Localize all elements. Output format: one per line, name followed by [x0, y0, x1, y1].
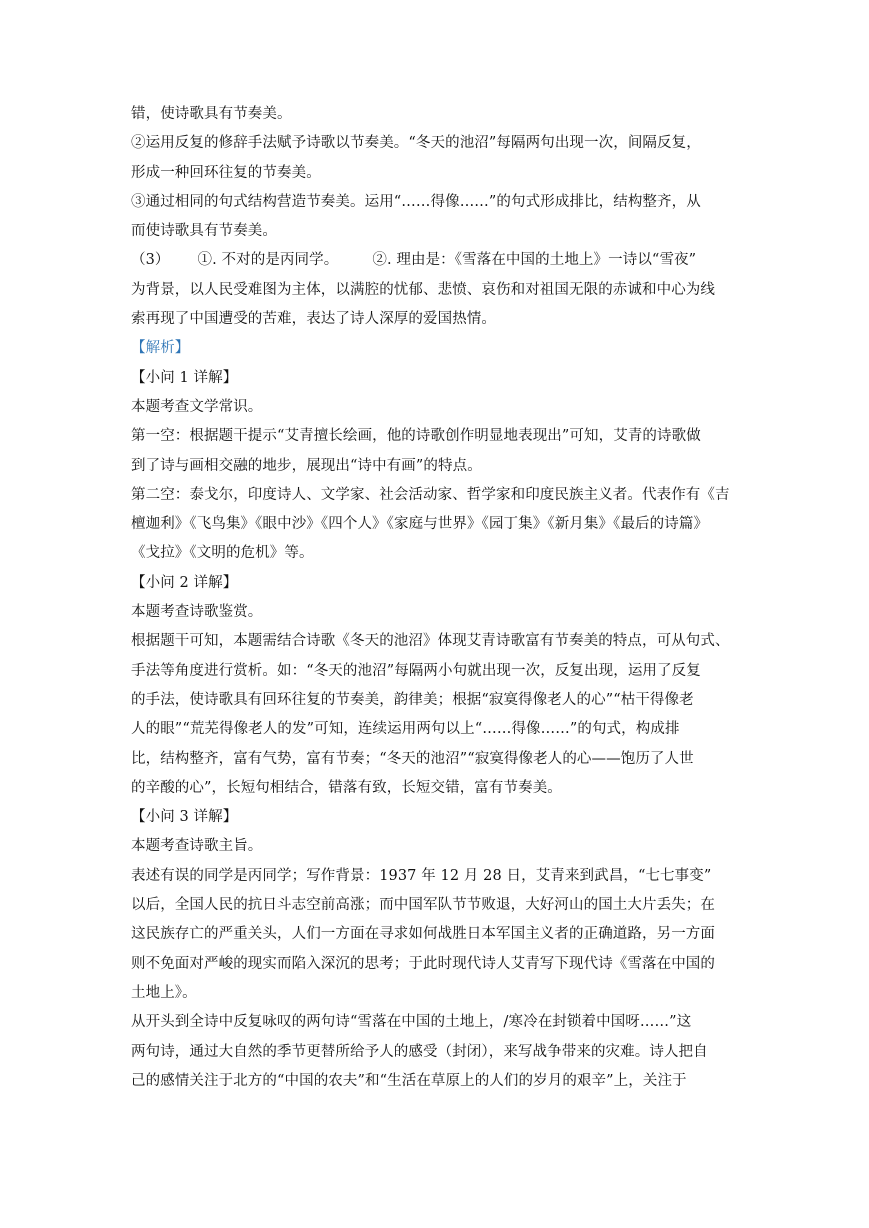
body-line: 手法等角度进行赏析。如：“冬天的池沼”每隔两小句就出现一次，反复出现，运用了反复 — [131, 662, 701, 679]
body-line: 根据题干可知，本题需结合诗歌《冬天的池沼》体现艾青诗歌富有节奏美的特点，可从句式、 — [131, 633, 730, 650]
body-line: 的手法，使诗歌具有回环往复的节奏美，韵律美；根据“寂寞得像老人的心”“枯干得像老 — [131, 691, 694, 708]
question-3-part-a: ①. 不对的是丙同学。 — [197, 252, 339, 269]
body-line: 本题考查文学常识。 — [131, 398, 263, 415]
question-3-part-b: ②. 理由是：《雪落在中国的土地上》一诗以“雪夜” — [372, 252, 697, 269]
question-3-number: （3） — [131, 252, 170, 269]
body-line: 第二空：泰戈尔，印度诗人、文学家、社会活动家、哲学家和印度民族主义者。代表作有《吉 — [131, 486, 730, 503]
body-line: 【小问 3 详解】 — [131, 809, 238, 826]
body-line: 则不免面对严峻的现实而陷入深沉的思考；于此时现代诗人艾青写下现代诗《雪落在中国的 — [131, 955, 715, 972]
answer-line: 为背景，以人民受难图为主体，以满腔的忧郁、悲愤、哀伤和对祖国无限的赤诚和中心为线 — [131, 281, 715, 298]
jiexi-heading: 【解析】 — [131, 340, 190, 357]
body-line: 土地上》。 — [131, 984, 197, 1001]
body-line: 【小问 1 详解】 — [131, 369, 238, 386]
body-line: 第一空：根据题干提示“艾青擅长绘画，他的诗歌创作明显地表现出”可知，艾青的诗歌做 — [131, 428, 701, 445]
body-line: 比，结构整齐，富有气势，富有节奏；“冬天的池沼”“寂寞得像老人的心——饱历了人世 — [131, 750, 694, 767]
document-page — [131, 100, 739, 1096]
body-line: 以后，全国人民的抗日斗志空前高涨；而中国军队节节败退，大好河山的国土大片丢失；在 — [131, 897, 715, 914]
body-line: 本题考查诗歌鉴赏。 — [131, 604, 263, 621]
body-line: 《戈拉》《文明的危机》等。 — [131, 545, 314, 562]
body-line: 两句诗，通过大自然的季节更替所给予人的感受（封闭），来写战争带来的灾难。诗人把自 — [131, 1043, 708, 1060]
body-line: 这民族存亡的严重关头，人们一方面在寻求如何战胜日本军国主义者的正确道路，另一方面 — [131, 926, 715, 943]
answer-line: 错，使诗歌具有节奏美。 — [131, 106, 292, 122]
answer-line: ②运用反复的修辞手法赋予诗歌以节奏美。“冬天的池沼”每隔两句出现一次，间隔反复， — [131, 135, 701, 152]
body-line: 从开头到全诗中反复咏叹的两句诗“雪落在中国的土地上，/寒冷在封锁着中国呀……”这 — [131, 1014, 692, 1031]
question-3-answer — [131, 246, 739, 275]
body-line: 到了诗与画相交融的地步，展现出“诗中有画”的特点。 — [131, 457, 482, 474]
answer-line: 索再现了中国遭受的苦难，表达了诗人深厚的爱国热情。 — [131, 311, 496, 328]
body-line: 本题考查诗歌主旨。 — [131, 838, 263, 855]
body-line: 【小问 2 详解】 — [131, 574, 238, 591]
body-line: 檀迦利》《飞鸟集》《眼中沙》《四个人》《家庭与世界》《园丁集》《新月集》《最后的诗篇》 — [131, 516, 709, 533]
body-line: 的辛酸的心”，长短句相结合，错落有致，长短交错，富有节奏美。 — [131, 779, 562, 796]
answer-line: ③通过相同的句式结构营造节奏美。运用“……得像……”的句式形成排比，结构整齐，从 — [131, 193, 701, 210]
answer-line: 而使诗歌具有节奏美。 — [131, 223, 277, 240]
answer-line: 形成一种回环往复的节奏美。 — [131, 164, 321, 181]
body-line: 表述有误的同学是丙同学；写作背景：1937 年 12 月 28 日，艾青来到武昌，“七七事变” — [131, 867, 712, 884]
body-line: 人的眼”“荒芜得像老人的发”可知，连续运用两句以上“……得像……”的句式，构成排 — [131, 721, 680, 738]
body-line: 己的感情关注于北方的“中国的农夫”和“生活在草原上的人们的岁月的艰辛”上，关注于 — [131, 1072, 687, 1089]
